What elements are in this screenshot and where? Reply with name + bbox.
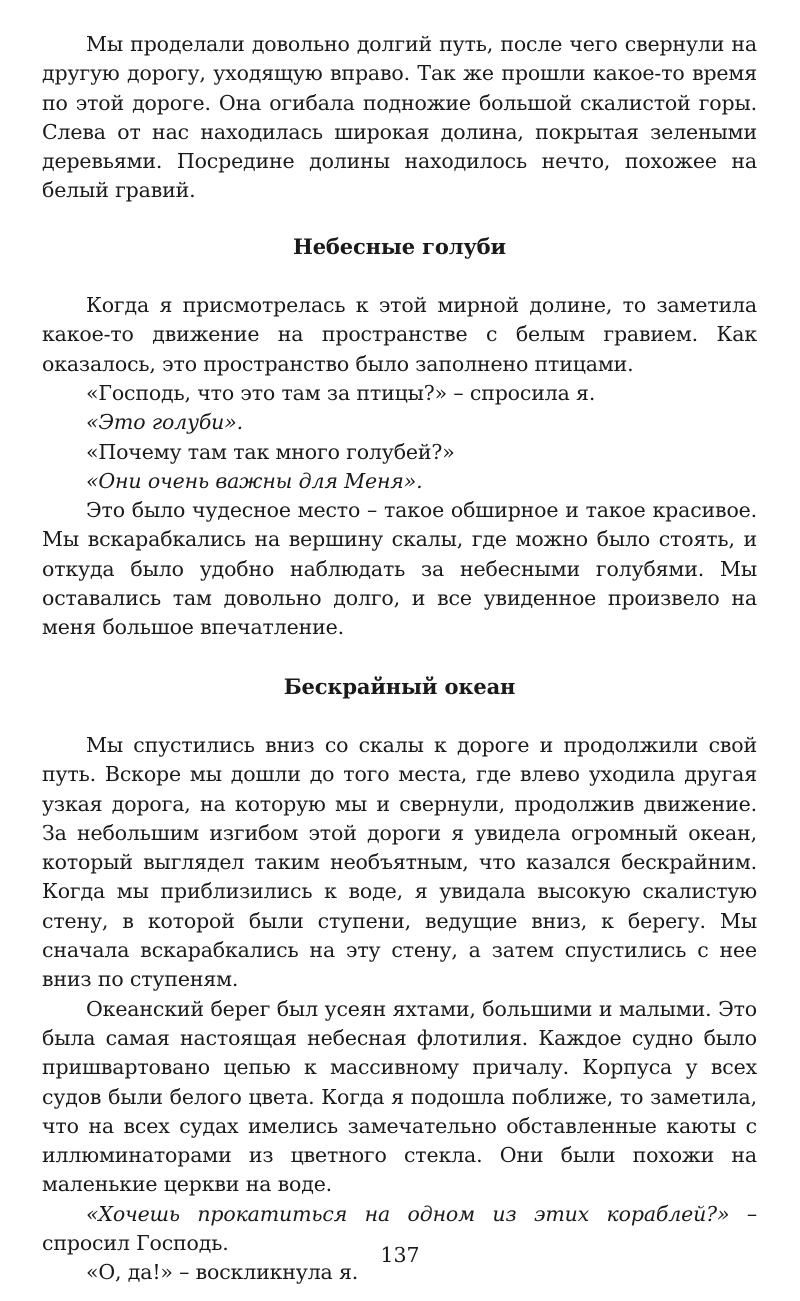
page-body <box>42 30 757 1288</box>
paragraph: Мы спустились вниз со скалы к дороге и продолжили свой путь. Вскоре мы дошли до того места, где влево уходила другая узкая дорога, на которую мы и свернули, продолжив движение. За небольшим изгибом этой дороги я увидела огромный океан, который выглядел таким необъятным, что казался бескрайним. Когда мы приблизились к воде, я увидала высокую скалистую стену, в которой были ступени, ведущие вниз, к берегу. Мы сначала вскарабкались на эту стену, а затем спустились с нее вниз по ступеням. <box>42 732 757 992</box>
paragraph: Океанский берег был усеян яхтами, большими и малыми. Это была самая настоящая небесная флотилия. Каждое судно было пришвартовано цепью к массивному причалу. Корпуса у всех судов были белого цвета. Когда я подошла поближе, то заметила, что на всех судах имелись замечательно обставленные каюты с иллюминаторами из цветного стекла. Они были похожи на маленькие церкви на воде. <box>42 996 757 1197</box>
paragraph: Это было чудесное место – такое обширное и такое красивое. Мы вскарабкались на вершину скалы, где можно было стоять, и откуда было удобно наблюдать за небесными голубями. Мы оставались там довольно долго, и все увиденное произвело на меня большое впечатление. <box>42 498 757 640</box>
dialogue-line-italic <box>42 467 757 496</box>
italic-quote: «Они очень важны для Меня». <box>86 468 423 493</box>
dialogue-line-italic <box>42 408 757 437</box>
italic-quote: «Хочешь прокатиться на одном из этих кораблей?» <box>86 1201 730 1226</box>
intro-paragraph: Мы проделали довольно долгий путь, после чего свернули на другую дорогу, уходящую вправо. Так же прошли какое-то время по этой дороге. Она огибала подножие большой скалистой горы. Слева от нас находилась широкая долина, покрытая зелеными деревьями. Посредине долины находилось нечто, похожее на белый гравий. <box>42 32 757 203</box>
section-heading-pigeons: Небесные голуби <box>293 233 506 259</box>
dialogue-line: «Господь, что это там за птицы?» – спросила я. <box>86 380 596 405</box>
italic-quote: «Это голуби». <box>86 410 243 435</box>
dialogue-attribution: – спросил Господь. <box>42 1201 757 1255</box>
section-heading-ocean: Бескрайный океан <box>283 673 516 699</box>
page-number: 137 <box>380 1243 420 1267</box>
dialogue-line: «О, да!» – воскликнула я. <box>86 1260 359 1285</box>
paragraph: Когда я присмотрелась к этой мирной долине, то заметила какое-то движение на пространстве с белым гравием. Как оказалось, это пространство было заполнено птицами. <box>42 293 757 376</box>
dialogue-line: «Почему там так много голубей?» <box>86 439 455 464</box>
